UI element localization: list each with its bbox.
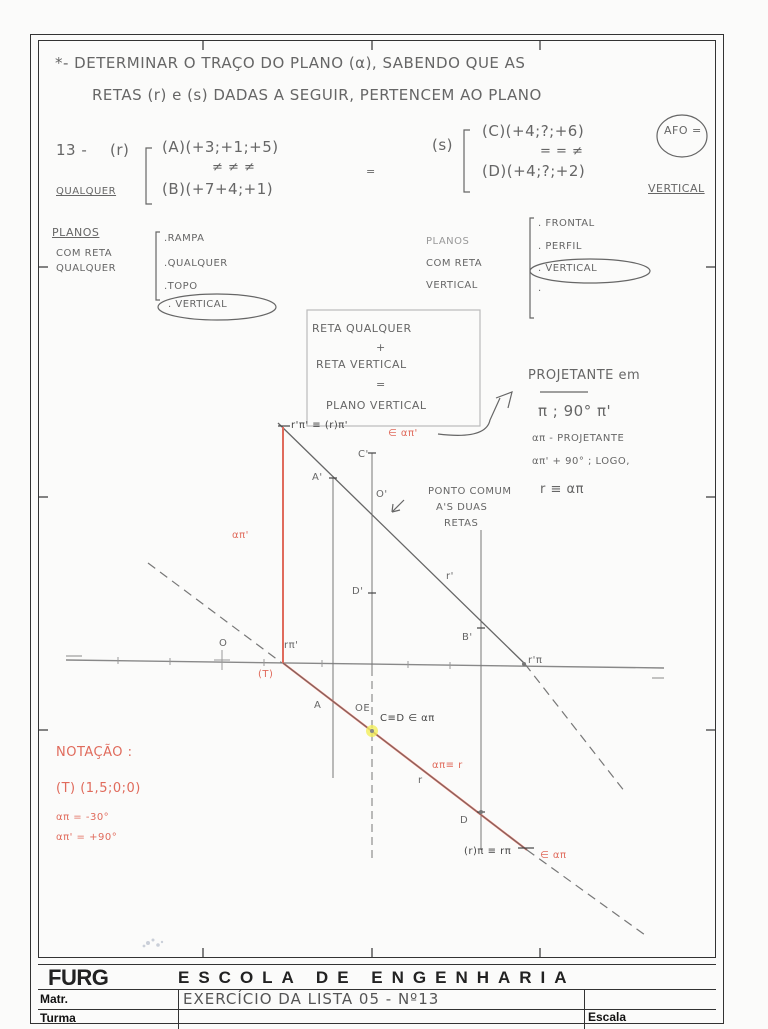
label-oe: OE xyxy=(355,703,371,714)
r-neq-row: ≠ ≠ ≠ xyxy=(212,160,256,175)
s-point-d: (D)(+4;?;+2) xyxy=(482,162,586,180)
label-t: (T) xyxy=(258,669,274,680)
label-d: D xyxy=(460,815,469,826)
label-r1-pi1: r'π' ≡ (r)π' xyxy=(291,420,349,431)
planes-right-subtitle2: VERTICAL xyxy=(426,280,478,291)
planes-right-item-2: . PERFIL xyxy=(538,241,582,252)
planes-left-item-4: . VERTICAL xyxy=(168,299,228,310)
bracket-s xyxy=(464,130,470,192)
box-note-line-1: RETA QUALQUER xyxy=(312,322,412,335)
note-arrow xyxy=(438,398,500,435)
planes-right-item-4: . xyxy=(538,283,542,294)
box-note-line-3: PLANO VERTICAL xyxy=(326,399,427,412)
bracket-planes-left xyxy=(156,232,160,300)
label-o: O xyxy=(219,638,228,649)
planes-left-item-2: .QUALQUER xyxy=(164,258,228,269)
notation-alpha-pi1: απ' = +90° xyxy=(56,832,118,843)
notation-alpha-pi: απ = -30° xyxy=(56,812,110,823)
box-note-line-2: RETA VERTICAL xyxy=(316,358,407,371)
smudge xyxy=(143,939,164,948)
title-block-divider-2 xyxy=(584,989,585,1029)
circle-afo xyxy=(657,115,707,157)
title-block xyxy=(38,964,716,1025)
point-rpi1 xyxy=(522,662,526,666)
planes-left-subtitle: COM RETA xyxy=(56,248,113,259)
point-cd xyxy=(370,729,374,733)
label-b1: B' xyxy=(462,632,473,643)
note-arrow-head xyxy=(496,392,512,408)
r-point-b: (B)(+7+4;+1) xyxy=(162,180,274,198)
label-r: r xyxy=(418,775,423,786)
equals-sign: = xyxy=(366,165,376,178)
common-point-note-3: RETAS xyxy=(444,518,479,529)
label-rpi1: rπ' xyxy=(284,640,299,651)
note-box xyxy=(307,310,480,426)
notation-title: NOTAÇÃO : xyxy=(56,745,133,760)
s-label: (s) xyxy=(432,136,454,154)
statement-line-2: RETAS (r) e (s) DADAS A SEGUIR, PERTENCEM AO PLANO xyxy=(92,86,542,104)
ground-line xyxy=(66,660,664,668)
turma-label: Turma xyxy=(40,1011,76,1025)
circled-note: AFO = xyxy=(664,124,702,137)
label-r1: r' xyxy=(446,571,454,582)
title-block-header xyxy=(38,965,716,990)
box-note-plus: + xyxy=(376,341,386,354)
projection-note-line-4: απ' + 90° ; LOGO, xyxy=(532,456,630,467)
line-r xyxy=(283,663,527,850)
circle-vertical-right xyxy=(530,259,650,283)
label-c1: C' xyxy=(358,449,369,460)
escala-label: Escala xyxy=(588,1010,627,1024)
label-d1: D' xyxy=(352,586,364,597)
circle-vertical-left xyxy=(158,294,276,320)
projection-note-line-1: PROJETANTE em xyxy=(528,368,641,383)
label-r-pi-bottom: (r)π ≡ rπ xyxy=(464,846,512,857)
r-label: (r) xyxy=(110,141,130,159)
planes-left-subtitle2: QUALQUER xyxy=(56,263,117,274)
planes-right-subtitle: COM RETA xyxy=(426,258,483,269)
trace-alpha-pi-ext xyxy=(527,850,645,935)
line-r-prime xyxy=(278,423,525,664)
label-r-pi-bottom-red: ∈ απ xyxy=(540,850,567,861)
common-point-note-2: A'S DUAS xyxy=(436,502,488,513)
statement-line-1: *- DETERMINAR O TRAÇO DO PLANO (α), SABENDO QUE AS xyxy=(55,54,526,72)
planes-left-item-1: .RAMPA xyxy=(164,233,205,244)
matr-label: Matr. xyxy=(40,992,69,1006)
r-type: QUALQUER xyxy=(56,186,117,197)
box-note-eq: = xyxy=(376,378,386,391)
title-block-divider-1 xyxy=(178,989,179,1029)
problem-number: 13 - xyxy=(56,141,88,159)
label-a: A xyxy=(314,700,322,711)
notation-t: (T) (1,5;0;0) xyxy=(56,781,141,796)
label-alpha-pi1: απ' xyxy=(232,530,249,541)
s-point-c: (C)(+4;?;+6) xyxy=(482,122,585,140)
point-d xyxy=(479,810,483,814)
bracket-r xyxy=(146,148,152,204)
planes-right-item-3: . VERTICAL xyxy=(538,263,598,274)
s-eq-row: = = ≠ xyxy=(540,144,584,159)
planes-right-item-1: . FRONTAL xyxy=(538,218,595,229)
r-point-a: (A)(+3;+1;+5) xyxy=(162,138,279,156)
planes-left-item-3: .TOPO xyxy=(164,281,198,292)
line-r-prime-ext xyxy=(525,664,625,792)
planes-left-title: PLANOS xyxy=(52,226,100,239)
label-a1: A' xyxy=(312,472,323,483)
projection-note-line-2: π ; 90° π' xyxy=(538,402,612,420)
s-type: VERTICAL xyxy=(648,182,705,195)
projection-note-line-3: απ - PROJETANTE xyxy=(532,433,625,444)
label-o1: O' xyxy=(376,489,388,500)
label-alpha-pi-r: απ≡ r xyxy=(432,760,463,771)
label-r-pi: r'π xyxy=(528,655,543,666)
label-r1-pi1-red: ∈ απ' xyxy=(388,428,418,439)
planes-right-title: PLANOS xyxy=(426,236,470,247)
trace-alpha-ext-left xyxy=(148,563,282,663)
exercise-title: EXERCÍCIO DA LISTA 05 - Nº13 xyxy=(183,990,440,1008)
projection-note-line-5: r ≡ απ xyxy=(540,482,584,497)
school-name: ESCOLA DE ENGENHARIA xyxy=(178,968,576,987)
label-cd: C≡D ∈ απ xyxy=(380,713,435,724)
common-point-note-1: PONTO COMUM xyxy=(428,486,512,497)
institution-name: FURG xyxy=(48,965,109,990)
